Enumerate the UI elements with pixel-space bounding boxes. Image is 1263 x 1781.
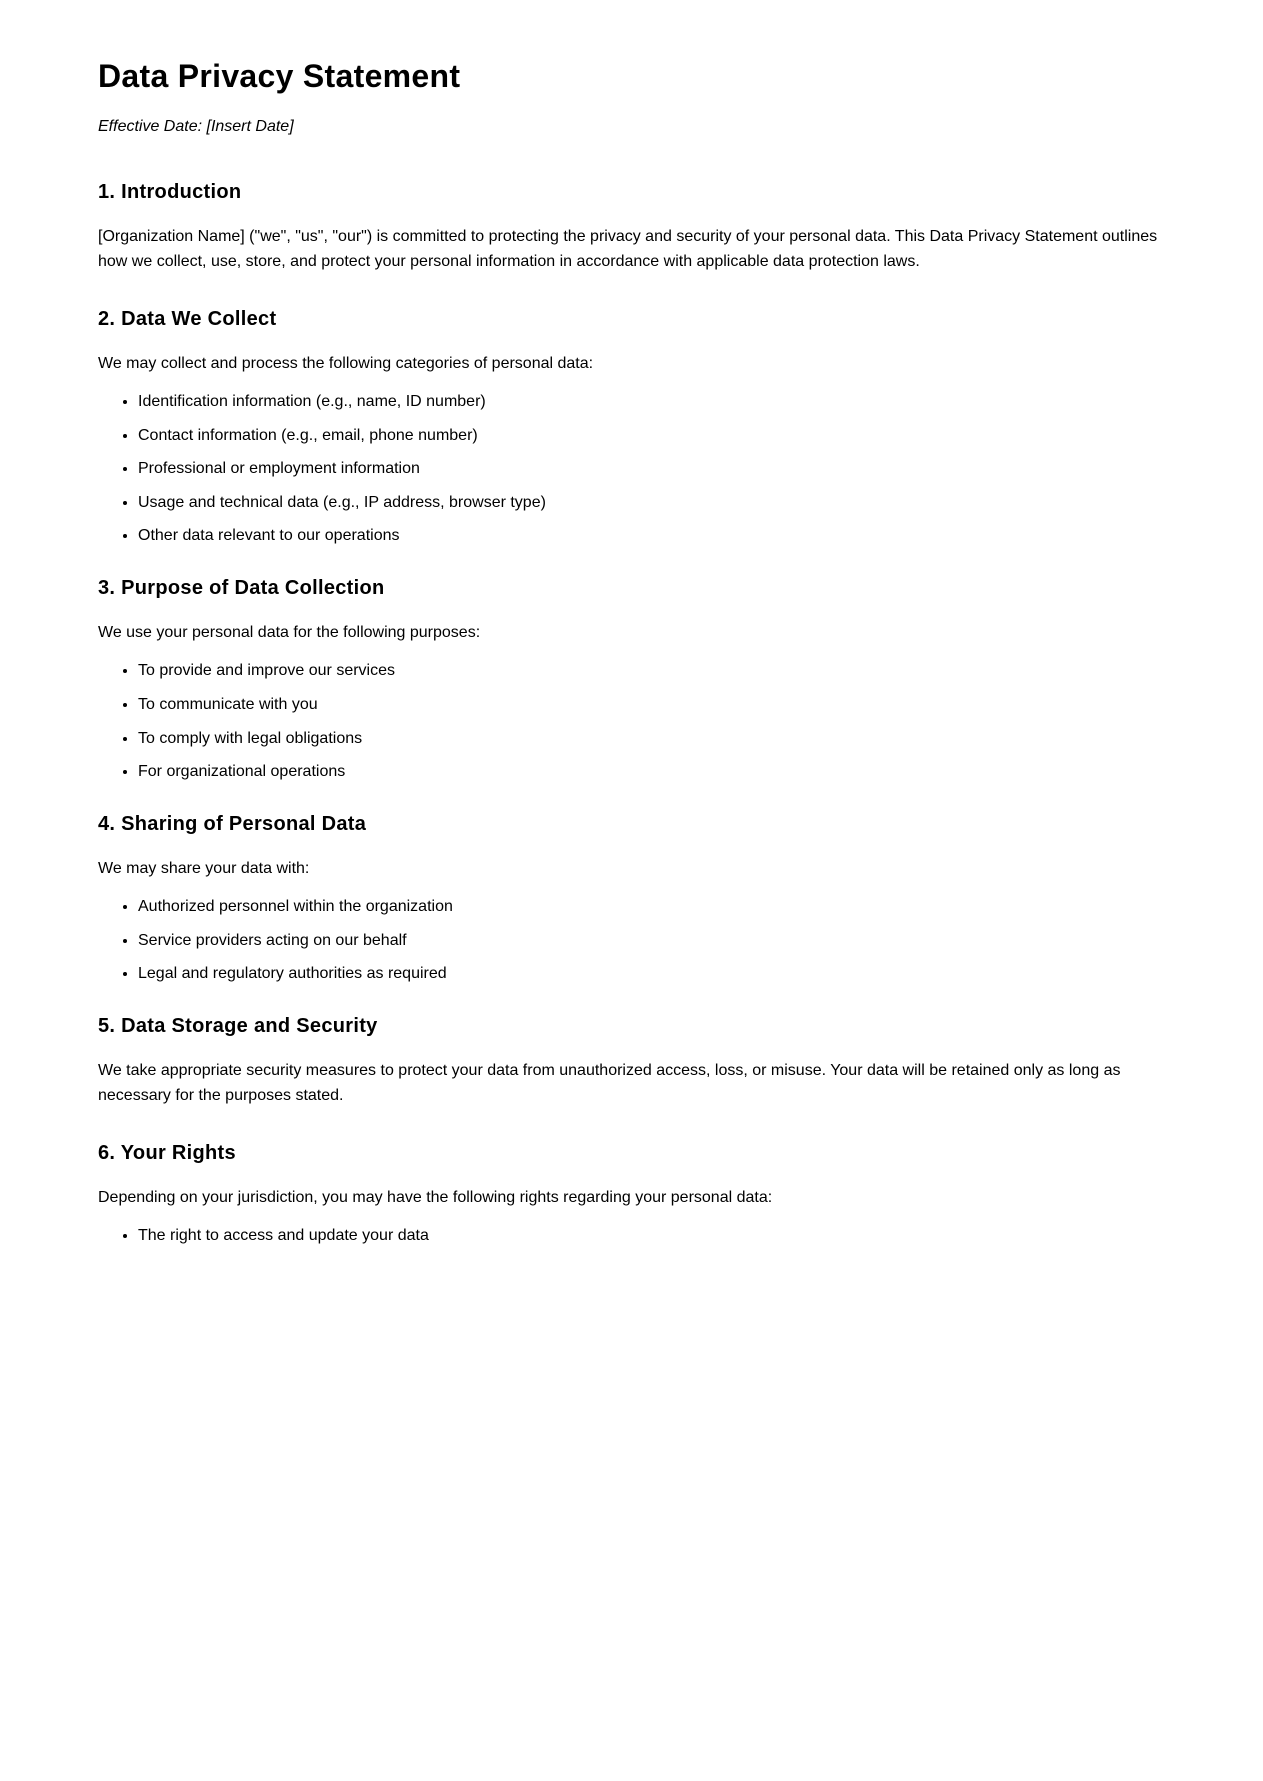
section-heading: 2. Data We Collect <box>98 308 277 330</box>
list-item: • Contact information (e.g., email, phone number) <box>138 425 1166 447</box>
section-heading: 4. Sharing of Personal Data <box>98 813 367 836</box>
list-item: • The right to access and update your data <box>138 1225 1166 1247</box>
section-your-rights <box>98 1140 1166 1247</box>
list-item: • To comply with legal obligations <box>138 728 1166 750</box>
section-purpose <box>98 575 1166 783</box>
list-item: • Authorized personnel within the organization <box>138 896 1166 918</box>
section-heading: 6. Your Rights <box>98 1142 236 1165</box>
section-heading: 3. Purpose of Data Collection <box>98 577 385 600</box>
page-title: Data Privacy Statement <box>98 58 461 94</box>
section-paragraph: We may share your data with: <box>98 860 310 878</box>
list-item: • To communicate with you <box>138 694 1166 716</box>
section-heading: 5. Data Storage and Security <box>98 1015 378 1038</box>
section-paragraph: [Organization Name] ("we", "us", "our") is committed to protecting the privacy and security of your personal data. This Data Privacy Statement outlines how we collect, use, store, and protect your personal information in accordance with applicable data protection laws. <box>98 228 1158 270</box>
section-paragraph: We use your personal data for the following purposes: <box>98 624 481 642</box>
list-item: • To provide and improve our services <box>138 660 1166 682</box>
section-storage-security <box>98 1013 1166 1108</box>
list-item: • Professional or employment information <box>138 458 1166 480</box>
section-paragraph: Depending on your jurisdiction, you may have the following rights regarding your personal data: <box>98 1189 773 1207</box>
list-item: • Other data relevant to our operations <box>138 525 1166 547</box>
effective-date: Effective Date: [Insert Date] <box>98 118 294 135</box>
list-item: • Legal and regulatory authorities as required <box>138 963 1166 985</box>
section-paragraph: We take appropriate security measures to protect your data from unauthorized access, loss, or misuse. Your data will be retained only as long as necessary for the purposes stated. <box>98 1062 1121 1105</box>
list-item: • Identification information (e.g., name, ID number) <box>138 391 1166 413</box>
section-sharing <box>98 811 1166 985</box>
section-introduction <box>98 179 1166 274</box>
section-heading: 1. Introduction <box>98 181 242 203</box>
bullet-list <box>98 391 1166 547</box>
bullet-list <box>98 1225 1166 1247</box>
section-data-we-collect <box>98 306 1166 547</box>
list-item: • Service providers acting on our behalf <box>138 930 1166 952</box>
bullet-list <box>98 660 1166 783</box>
list-item: • Usage and technical data (e.g., IP address, browser type) <box>138 492 1166 514</box>
bullet-list <box>98 896 1166 985</box>
list-item: • For organizational operations <box>138 761 1166 783</box>
section-paragraph: We may collect and process the following categories of personal data: <box>98 355 594 372</box>
